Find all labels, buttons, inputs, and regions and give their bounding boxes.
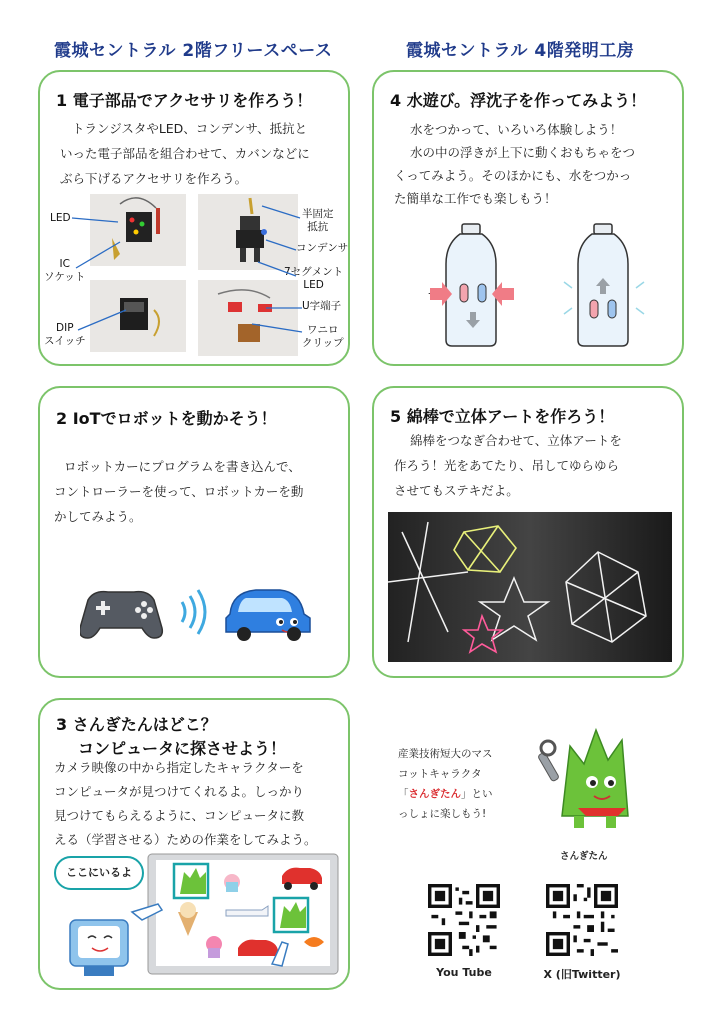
card5-body-line: 綿棒をつなぎ合わせて、立体アートを — [410, 433, 622, 448]
x-qr-code[interactable] — [546, 884, 618, 956]
label-seven-segment: 7セグメント LED — [284, 266, 344, 291]
card2-body-line: コントローラーを使って、ロボットカーを動 — [54, 484, 304, 499]
card5-body — [394, 428, 622, 503]
card4-body — [394, 118, 635, 210]
speech-bubble: ここにいるよ — [54, 856, 144, 890]
youtube-qr-code[interactable] — [428, 884, 500, 956]
card1-title: 1 電子部品でアクセサリを作ろう！ — [56, 91, 313, 110]
card3-body — [54, 756, 317, 852]
card3-body-line: コンピュータが見つけてくれるよ。しっかり — [54, 784, 305, 799]
card3-title-line2: コンピュータに探させよう！ — [78, 739, 287, 758]
card-find-sangitan — [38, 698, 350, 990]
bottle-squeezed-icon — [428, 224, 514, 346]
card4-title: 4 水遊び。浮沈子を作ってみよう！ — [390, 91, 647, 110]
x-twitter-label: X (旧Twitter) — [543, 968, 621, 981]
card1-body-line: トランジスタやLED、コンデンサ、抵抗と — [72, 121, 308, 136]
label-variable-resistor: 半固定 抵抗 — [302, 208, 334, 233]
wireless-signal-icon — [182, 590, 205, 634]
card-cotton-swab-art — [372, 386, 684, 678]
label-led: LED — [50, 212, 71, 224]
label-capacitor: コンデンサ — [296, 242, 349, 254]
card5-title: 5 綿棒で立体アートを作ろう！ — [390, 407, 615, 426]
label-ic-socket: IC ソケット — [44, 258, 86, 283]
card5-body-line: 作ろう！光をあてたり、吊してゆらゆら — [394, 458, 620, 473]
gamepad-icon — [80, 592, 162, 638]
label-dip-switch: DIP スイッチ — [44, 322, 86, 347]
label-alligator-clip: ワニロ クリップ — [302, 324, 344, 349]
card-cartesian-diver — [372, 70, 684, 366]
robot-car-illustration — [80, 584, 320, 644]
card-electronics — [38, 70, 350, 366]
card3-body-line: える（学習させる）ための作業をしてみよう。 — [54, 832, 317, 847]
sangitan-mascot-icon — [536, 704, 656, 834]
card3-body-line: 見つけてもらえるように、コンピュータに教 — [54, 808, 305, 823]
robot-car-icon — [226, 590, 310, 641]
cotton-swab-art-photo — [388, 512, 672, 662]
youtube-label: You Tube — [436, 966, 492, 979]
label-u-terminal: U字端子 — [302, 300, 342, 312]
card5-body-line: させてもステキだよ。 — [394, 483, 519, 498]
bottle-illustration — [424, 222, 654, 352]
bottle-released-icon — [564, 224, 644, 346]
label-pointer-lines — [40, 72, 352, 368]
card2-body — [54, 454, 303, 529]
mascot-intro: 産業技術短大のマス コットキャラクタ 「さんぎたん」とい っしょに楽しもう! — [398, 748, 493, 820]
card4-body-line: た簡単な工作でも楽しもう！ — [394, 191, 557, 206]
card2-title: 2 IoTでロボットを動かそう！ — [56, 409, 277, 428]
card1-body-line: いった電子部品を組合わせて、カバンなどに — [60, 146, 310, 161]
card2-body-line: かしてみよう。 — [54, 509, 142, 524]
card3-title-line1: 3 さんぎたんはどこ？ — [56, 715, 217, 734]
card4-body-line: 水の中の浮きが上下に動くおもちゃをつ — [410, 145, 636, 160]
header-left: 霞城セントラル 2階フリースペース — [54, 41, 333, 61]
card3-body-line: カメラ映像の中から指定したキャラクターを — [54, 760, 304, 775]
card1-body-line: ぶら下げるアクセサリを作ろう。 — [60, 171, 248, 186]
mascot-caption: さんぎたん — [560, 851, 608, 862]
header-right: 霞城セントラル 4階発明工房 — [406, 41, 635, 61]
card4-body-line: くってみよう。そのほかにも、水をつかっ — [394, 168, 632, 183]
card4-body-line: 水をつかって、いろいろ体験しよう！ — [410, 122, 623, 137]
card-iot-robot — [38, 386, 350, 678]
mascot-name: さんぎたん — [408, 788, 461, 800]
card2-body-line: ロボットカーにプログラムを書き込んで、 — [64, 459, 301, 474]
